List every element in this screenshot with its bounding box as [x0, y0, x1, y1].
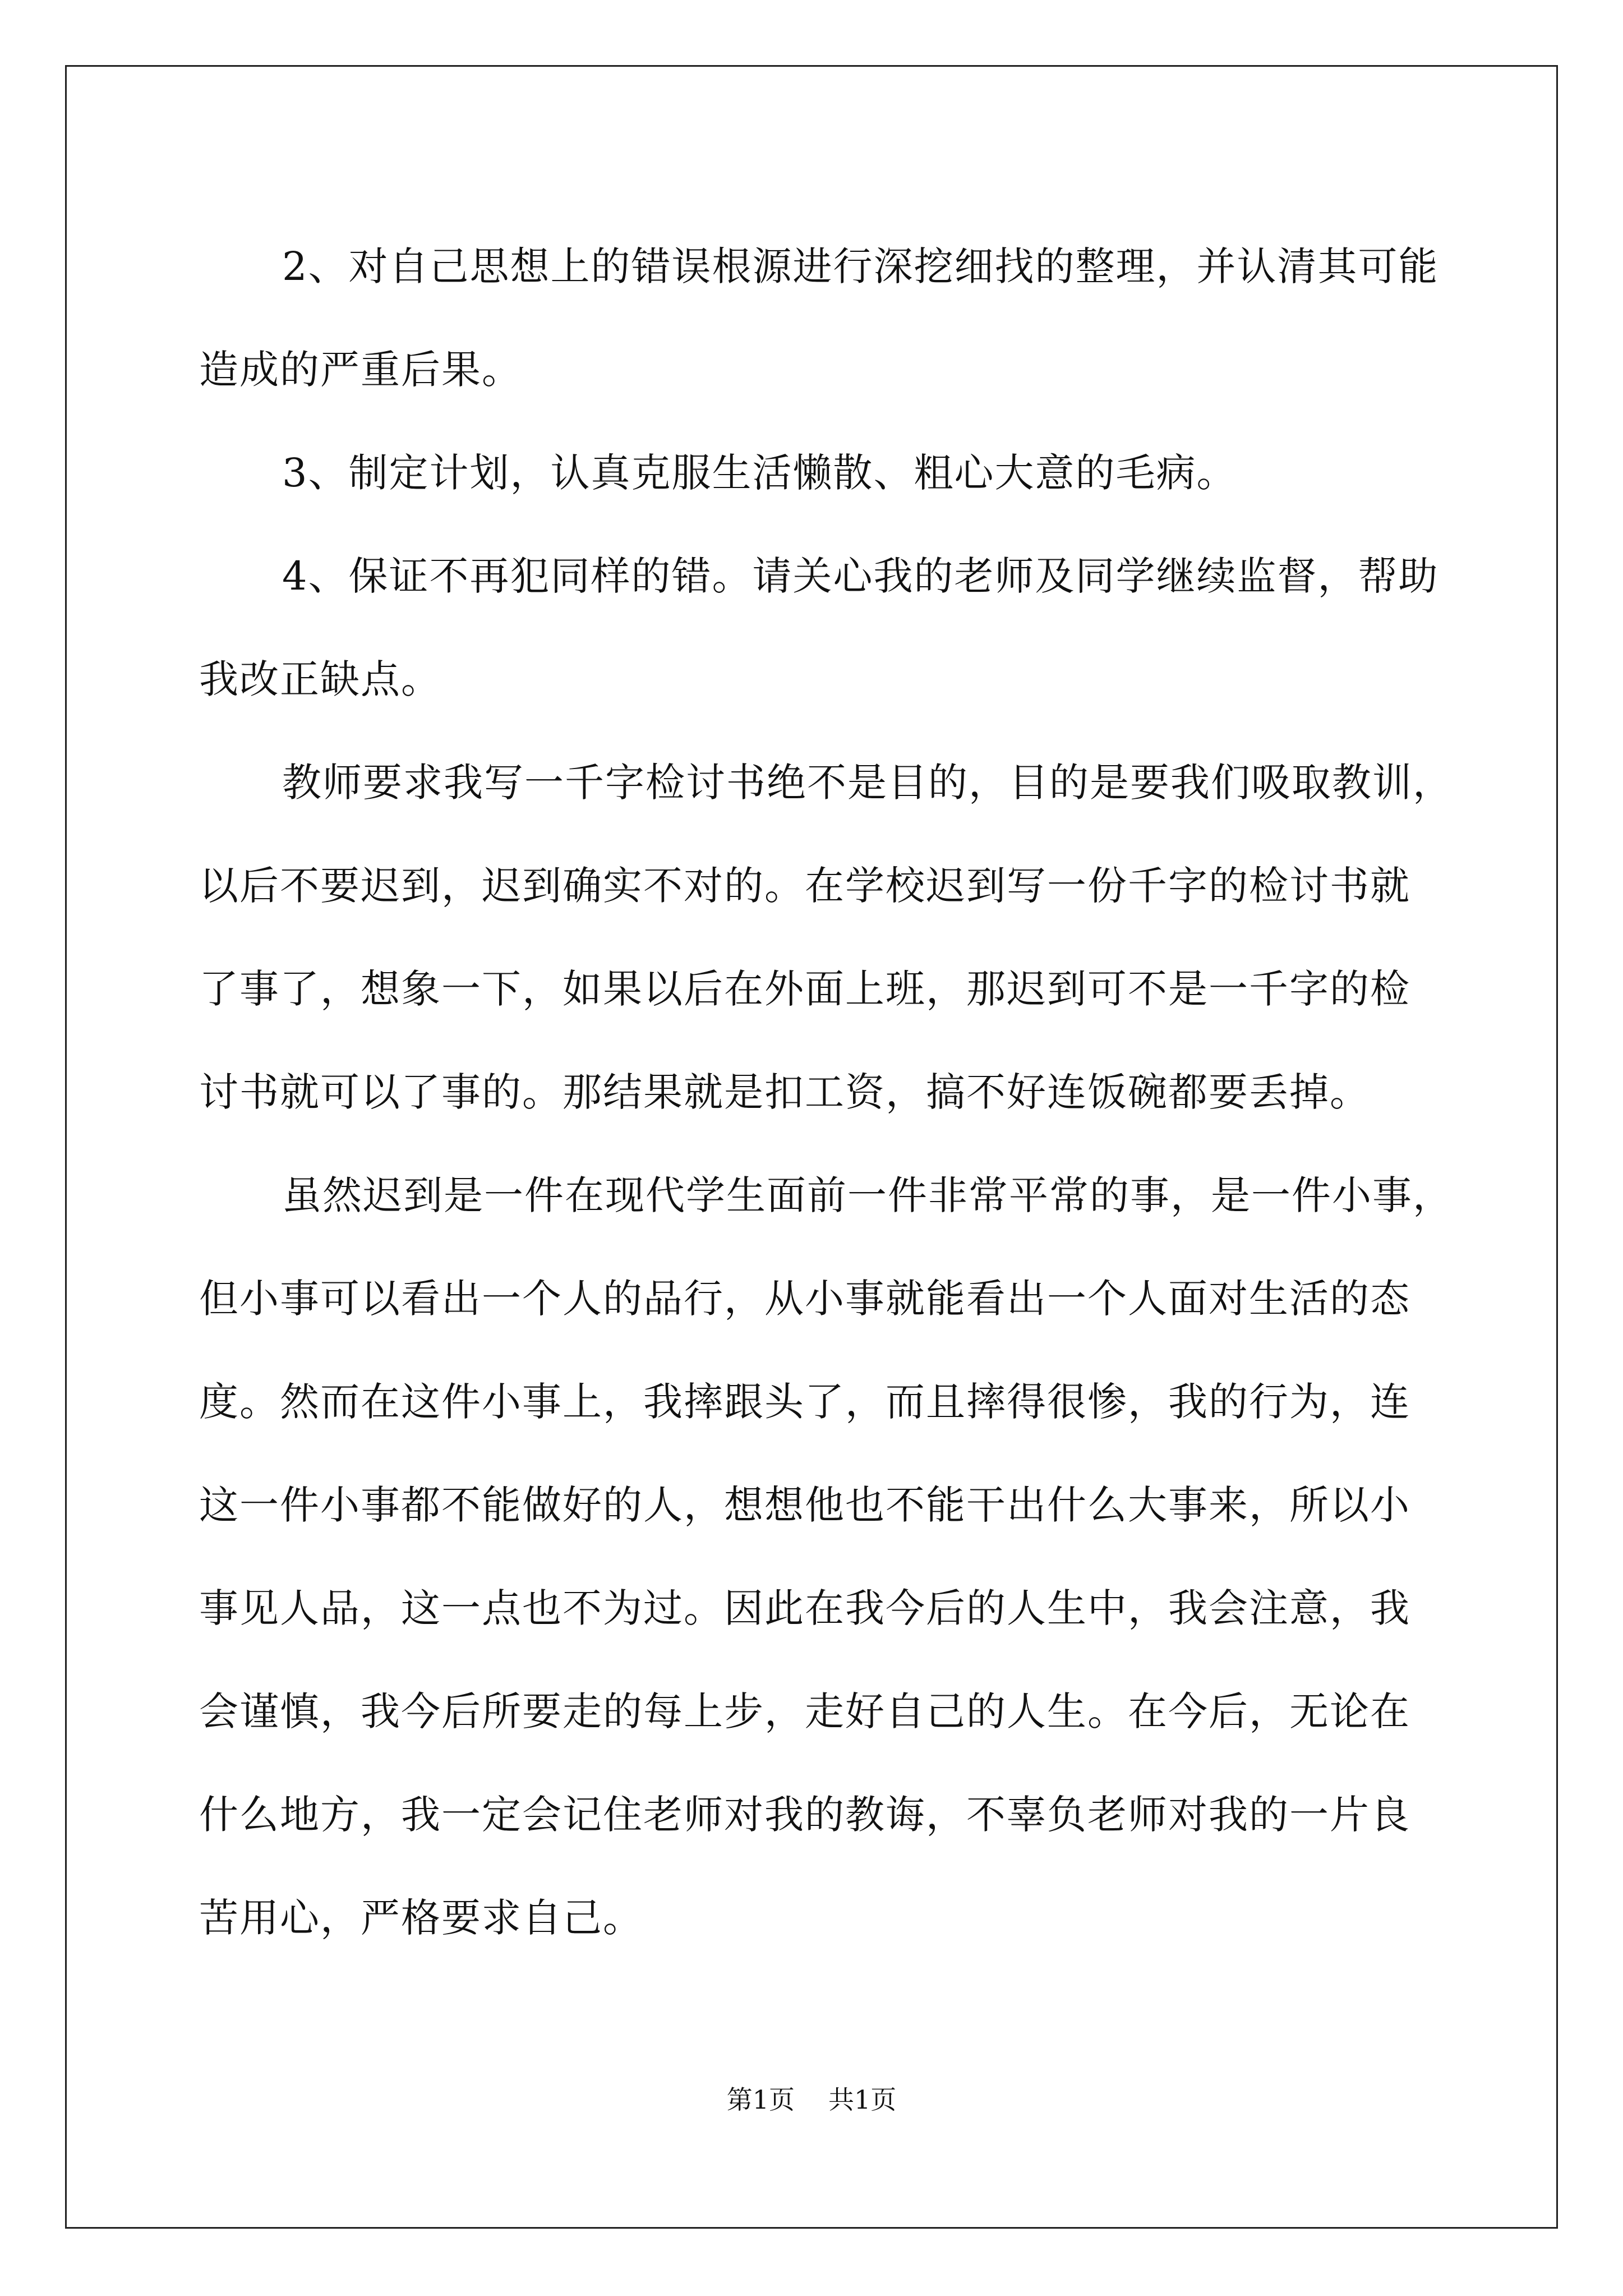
paragraph-2 — [199, 215, 1439, 421]
text-line: 讨书就可以了事的。那结果就是扣工资，搞不好连饭碗都要丢掉。 — [199, 1069, 1370, 1115]
page-number: 第1页 — [726, 2085, 795, 2115]
text-line: 2、对自己思想上的错误根源进行深挖细找的整理，并认清其可能 — [282, 243, 1439, 289]
paragraph-conclusion — [199, 1144, 1453, 1970]
text-line: 但小事可以看出一个人的品行，从小事就能看出一个人面对生活的态 — [199, 1276, 1410, 1322]
text-line: 虽然迟到是一件在现代学生面前一件非常平常的事，是一件小事， — [282, 1172, 1453, 1218]
paragraph-4 — [199, 524, 1439, 731]
text-line: 度。然而在这件小事上，我摔跟头了，而且摔得很惨，我的行为，连 — [199, 1379, 1410, 1425]
text-line: 3、制定计划，认真克服生活懒散、粗心大意的毛病。 — [282, 450, 1237, 496]
text-line: 以后不要迟到，迟到确实不对的。在学校迟到写一份千字的检讨书就 — [199, 863, 1410, 909]
paragraph-teacher — [199, 731, 1453, 1144]
text-line: 我改正缺点。 — [199, 656, 441, 702]
text-line: 事见人品，这一点也不为过。因此在我今后的人生中，我会注意，我 — [199, 1585, 1410, 1631]
paragraph-3 — [199, 421, 1427, 524]
text-line: 会谨慎，我今后所要走的每上步，走好自己的人生。在今后，无论在 — [199, 1688, 1410, 1734]
text-line: 什么地方，我一定会记住老师对我的教诲，不辜负老师对我的一片良 — [199, 1792, 1410, 1838]
text-line: 教师要求我写一千字检讨书绝不是目的，目的是要我们吸取教训， — [282, 760, 1453, 806]
page-footer — [0, 2083, 1623, 2116]
text-line: 这一件小事都不能做好的人，想想他也不能干出什么大事来，所以小 — [199, 1482, 1410, 1528]
text-line: 4、保证不再犯同样的错。请关心我的老师及同学继续监督，帮助 — [282, 553, 1439, 599]
document-body — [199, 215, 1453, 1970]
page-total: 共1页 — [828, 2085, 897, 2115]
text-line: 苦用心，严格要求自己。 — [199, 1895, 643, 1941]
text-line: 造成的严重后果。 — [199, 347, 522, 393]
text-line: 了事了，想象一下，如果以后在外面上班，那迟到可不是一千字的检 — [199, 966, 1410, 1012]
